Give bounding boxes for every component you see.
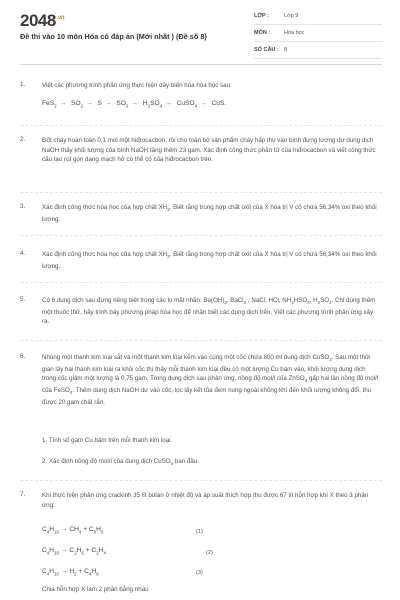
question-number: 3. <box>20 203 26 210</box>
document-title: Đề thi vào 10 môn Hóa có đáp án (Mới nhất ) (Đề số 8) <box>20 32 207 41</box>
chain-item: S <box>97 100 102 107</box>
question-number: 2. <box>20 136 26 143</box>
meta-row-class <box>254 12 382 25</box>
question-number: 4. <box>20 250 26 257</box>
sub-question-1: 1. Tính số gam Cu bám trên mỗi thanh kim loại. <box>42 437 173 444</box>
meta-key: MÔN : <box>254 30 271 36</box>
question-separator <box>20 282 382 283</box>
reaction-chain: $FeS_2 \to SO_2 \to S \to SO_2 \to H_2SO_4$ → CuSO$_4$ → CuS. <box>42 100 227 109</box>
question-number: 1. <box>20 81 26 88</box>
meta-value: Lớp 9 <box>284 13 299 19</box>
question-separator <box>20 340 382 341</box>
chain-item: FeS$_2$ <box>42 100 57 109</box>
chain-item: $H_2SO_4$ <box>142 100 163 109</box>
meta-value: 8 <box>284 47 288 53</box>
question-text: Xác định công thức hóa học của hợp chất $XH_3$. Biết rằng trong hợp chất oxit của X hóa trị V có chứa 56,34% oxi theo khối lượng. <box>42 251 377 270</box>
meta-key: LỚP : <box>254 13 269 19</box>
meta-value: Hóa học <box>284 30 305 36</box>
question-text: Viết các phương trình phản ứng thực hiện dãy biến hóa hóa học sau: <box>42 82 232 89</box>
reaction-tag: (3) <box>196 570 203 576</box>
header-divider <box>20 64 382 65</box>
question-number: 5. <box>20 296 26 303</box>
question-text: Nhúng một thanh kim loại sắt và một thanh kim loại kẽm vào cùng một cốc chứa 800 ml dung dịch CuSO$_4$. Sau một thời gian lấy hai thanh kim loại ra khỏi cốc thì thấy mỗi thanh kim loại đều có một lượng Cu bám vào, khối lượng dung dịch trong cốc giảm một lượng là 0,75 gam. Trong dung dịch sau phản ứng, nồng độ mol/l của ZnSO$_4$ gấp hai lần nồng độ mol/l của FeSO$_4$. Thêm dung dịch NaOH dư vào cốc, lọc lấy kết tủa đem nung ngoài không khí đến khối lượng không đổi, thu được 20 gam chất rắn. <box>42 354 379 407</box>
question-number: 7. <box>20 491 26 498</box>
question-separator <box>20 125 382 126</box>
reaction-tag: (1) <box>196 529 203 535</box>
chain-item: CuS. <box>211 100 227 107</box>
question-tail: Chia hỗn hợp X làm 2 phần bằng nhau <box>42 586 149 593</box>
chain-item: $SO_2$ <box>116 100 129 109</box>
chain-item: CuSO$_4$ <box>176 100 198 109</box>
chain-item: $SO_2$ <box>71 100 84 109</box>
question-text: Khi thực hiện phản ứng crackinh 35 lít butan ở nhiệt độ và áp suất thích hợp thu được 67 lít hỗn hợp khí X theo 3 phản ứng: <box>42 492 369 509</box>
question-number: 6. <box>20 353 26 360</box>
site-logo[interactable]: $2048^{.vn}$ <box>20 11 64 30</box>
question-separator <box>20 192 382 193</box>
reaction-tag: (2) <box>206 550 213 556</box>
reaction-2: $C_4H_{10} \to C_2H_6 + C_2H_4$ <box>42 547 106 556</box>
meta-panel <box>254 12 382 63</box>
reaction-1: $C_4H_{10} \to CH_4 + C_3H_6$ <box>42 526 104 535</box>
question-separator <box>20 235 382 236</box>
reaction-3: $C_4H_{10} \to H_2 + C_4H_8$ <box>42 568 99 577</box>
meta-row-count <box>254 46 382 59</box>
question-text: Xác định công thức hóa học của hợp chất $XH_3$. Biết rằng trong hợp chất oxit của X hóa trị V có chứa 56,34% oxi theo khối lượng. <box>42 204 377 223</box>
meta-key: SỐ CÂU : <box>254 47 279 53</box>
meta-row-subject <box>254 29 382 42</box>
question-text: Có 6 dung dịch sau đựng riêng biệt trong các lọ mất nhãn: $Ba(OH)_2$, BaCl$_2$ , NaCl, HCl, $NH_4HSO_4$, $H_2SO_4$. Chỉ dùng thêm một thuốc thử, hãy trình bày phương pháp hóa học để nhận biết các dung dịch trên. Viết các phương trình phản ứng xảy ra. <box>42 297 376 326</box>
question-text: Đốt cháy hoàn toàn 0,1 mol một hiđrocacbon, rồi cho toàn bộ sản phẩm cháy hấp thụ vào bình đựng lượng dư dung dịch NaOH thấy khối lượng của bình NaOH tăng thêm 23 gam. Xác định công thức phân tử của hiđrocacbon và viết công thức cấu tạo rút gọn dạng mạch hở có thể có của hiđrocacbon trên. <box>42 137 376 164</box>
document-header <box>0 0 400 64</box>
question-separator <box>20 480 382 481</box>
sub-question-2: 2. Xác định nồng độ mol/l của dung dịch CuSO$_4$ ban đầu. <box>42 458 199 467</box>
